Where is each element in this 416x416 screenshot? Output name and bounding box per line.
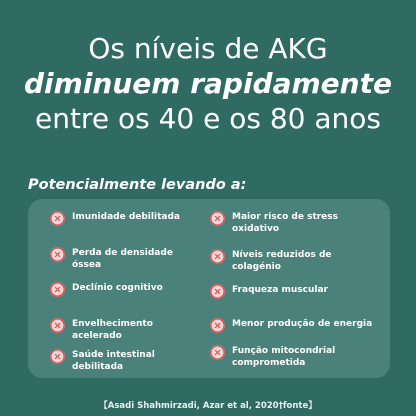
x-circle-icon [210, 345, 225, 360]
effect-label: Fraqueza muscular [232, 285, 328, 295]
effect-label: Perda de densidade óssea [72, 248, 173, 270]
effect-item [210, 284, 372, 299]
x-circle-icon [50, 282, 65, 297]
effect-label: Saúde intestinal debilitada [72, 350, 155, 372]
effect-label: Imunidade debilitada [72, 212, 180, 222]
effect-label: Menor produção de energia [232, 319, 373, 329]
effect-item [50, 282, 202, 297]
effects-card [28, 199, 390, 378]
subheading: Potencialmente levando a: [28, 177, 247, 193]
effect-label: Declínio cognitivo [72, 283, 163, 293]
effect-item [50, 211, 202, 226]
x-circle-icon [50, 211, 65, 226]
headline-line-2: diminuem rapidamente [24, 67, 392, 100]
effect-item [50, 318, 162, 342]
effect-item [210, 211, 342, 235]
x-circle-icon [50, 247, 65, 262]
headline-line-3: entre os 40 e os 80 anos [34, 102, 382, 135]
effect-label: Níveis reduzidos de colagénio [232, 250, 332, 272]
effect-item [210, 345, 342, 369]
headline-line-1: Os níveis de AKG [88, 32, 328, 65]
headline [0, 32, 416, 136]
x-circle-icon [210, 211, 225, 226]
effect-label: Envelhecimento acelerado [72, 319, 153, 341]
effect-item [50, 247, 202, 271]
source-citation: 【Asadi Shahmirzadi, Azar et al, 2020†fonte】 [99, 401, 317, 411]
effect-label: Função mitocondrial comprometida [232, 346, 336, 368]
effect-label: Maior risco de stress oxidativo [232, 212, 338, 234]
x-circle-icon [50, 349, 65, 364]
effect-item [210, 249, 342, 273]
effect-item [50, 349, 162, 373]
x-circle-icon [50, 318, 65, 333]
x-circle-icon [210, 318, 225, 333]
effect-item [210, 318, 382, 333]
x-circle-icon [210, 284, 225, 299]
x-circle-icon [210, 249, 225, 264]
